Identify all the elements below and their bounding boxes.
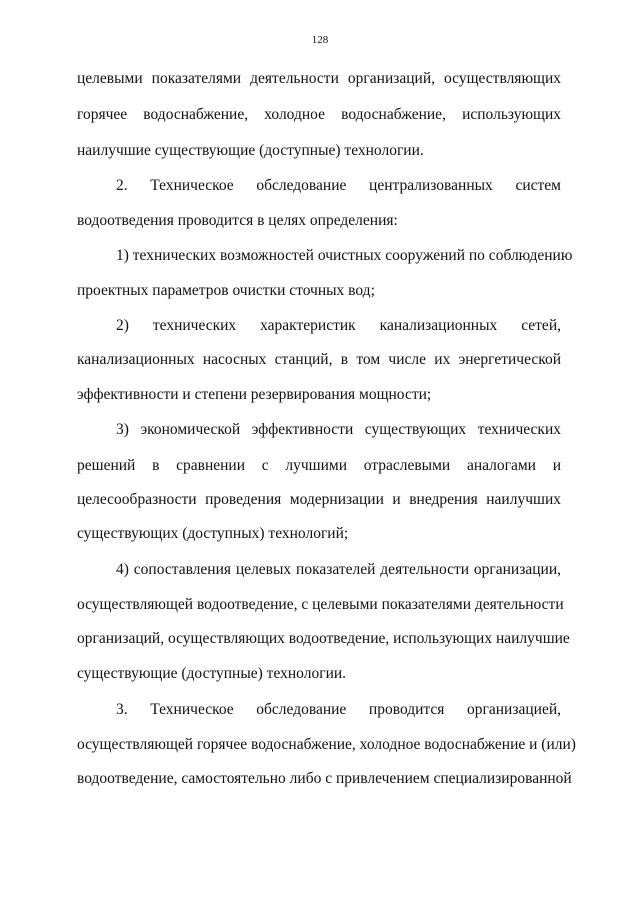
text-line: организаций, осуществляющих водоотведение, использующих наилучшие	[77, 630, 570, 647]
text-line: водоотведения проводится в целях определения:	[77, 212, 398, 229]
text-line: существующих (доступных) технологий;	[77, 525, 349, 542]
text-line: наилучшие существующие (доступные) технологии.	[77, 142, 424, 159]
text-line: существующие (доступные) технологии.	[77, 665, 347, 682]
text-line: горячее водоснабжение, холодное водоснабжение, использующих	[77, 106, 561, 123]
text-line: проектных параметров очистки сточных вод;	[77, 282, 375, 299]
text-line: целевыми показателями деятельности организаций, осуществляющих	[77, 70, 561, 87]
text-line: 3) экономической эффективности существующих технических	[116, 421, 561, 438]
text-line: канализационных насосных станций, в том числе их энергетической	[77, 351, 561, 368]
text-line: целесообразности проведения модернизации и внедрения наилучших	[77, 491, 561, 508]
text-line: 2. Техническое обследование централизованных систем	[116, 177, 561, 194]
text-line: эффективности и степени резервирования мощности;	[77, 386, 432, 403]
text-line: 3. Техническое обследование проводится организацией,	[116, 701, 561, 718]
text-line: осуществляющей водоотведение, с целевыми показателями деятельности	[77, 596, 564, 613]
text-line: 1) технических возможностей очистных сооружений по соблюдению	[116, 247, 573, 264]
text-line: решений в сравнении с лучшими отраслевыми аналогами и	[77, 457, 561, 474]
text-line: 2) технических характеристик канализационных сетей,	[116, 317, 561, 334]
text-line: водоотведение, самостоятельно либо с привлечением специализированной	[77, 770, 572, 787]
text-line: осуществляющей горячее водоснабжение, холодное водоснабжение и (или)	[77, 736, 576, 753]
text-line: 4) сопоставления целевых показателей деятельности организации,	[116, 561, 561, 578]
page-number: 128	[311, 34, 329, 46]
